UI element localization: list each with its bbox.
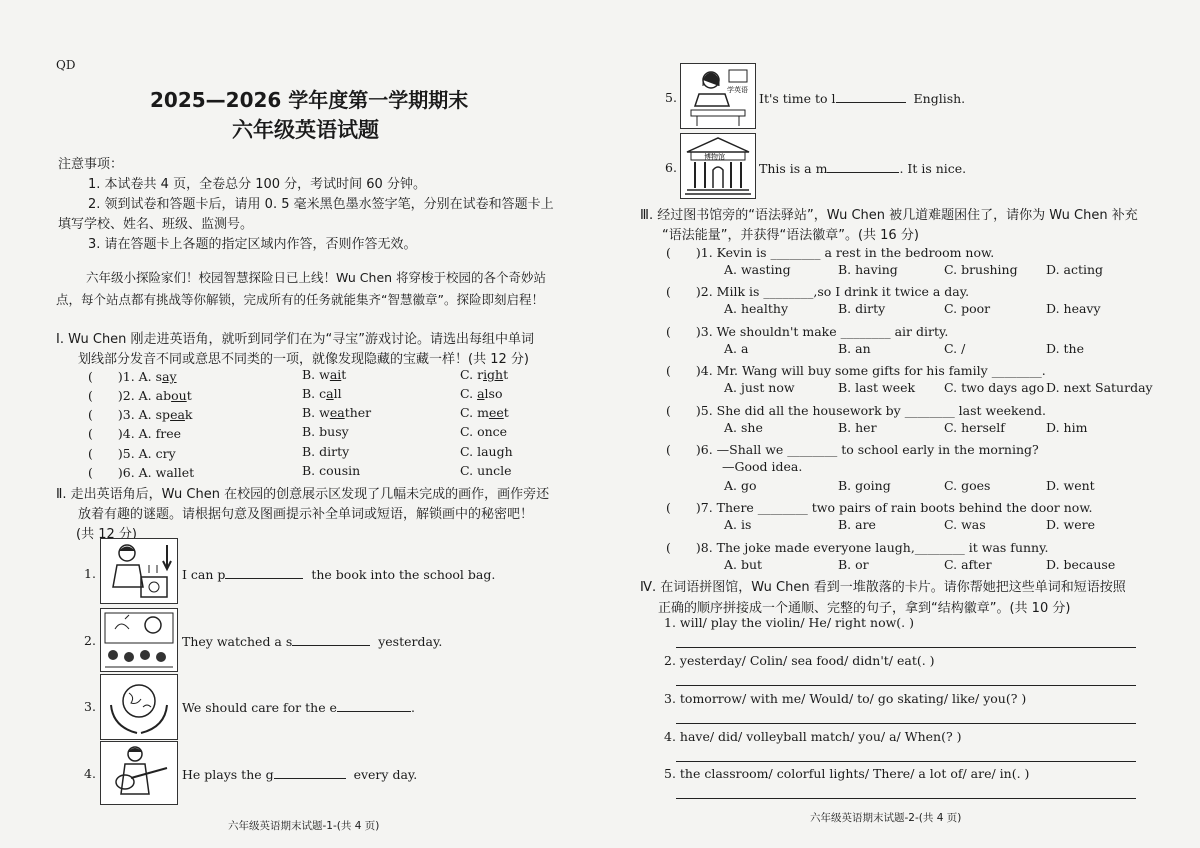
option-a: A. is — [724, 517, 752, 532]
option-d: D. next Saturday — [1046, 380, 1153, 395]
question-row: ( )5. A. cry — [88, 446, 176, 461]
picture-number: 2. — [84, 633, 96, 648]
option-b: B. an — [838, 341, 871, 356]
reorder-question: 2. yesterday/ Colin/ sea food/ didn't/ eat(. ) — [664, 653, 935, 668]
option-d: D. went — [1046, 478, 1095, 493]
page-footer: 六年级英语期末试题-1-(共 4 页) — [228, 820, 380, 832]
option-c: C. right — [460, 367, 509, 382]
option-d: D. the — [1046, 341, 1084, 356]
option-b: B. are — [838, 517, 876, 532]
option-b: B. dirty — [302, 444, 350, 459]
note-line: 1. 本试卷共 4 页，全卷总分 100 分，考试时间 60 分钟。 — [88, 177, 426, 192]
grammar-question: ( )3. We shouldn't make ________ air dirty. — [666, 324, 949, 339]
reorder-question: 1. will/ play the violin/ He/ right now(. ) — [664, 615, 915, 630]
section-1-heading: Ⅰ. Wu Chen 刚走进英语角，就听到同学们在为“寻宝”游戏讨论。请选出每组中单词 — [56, 332, 535, 347]
note-line: 2. 领到试卷和答题卡后，请用 0. 5 毫米黑色墨水签字笔，分别在试卷和答题卡上 — [88, 197, 554, 212]
answer-line[interactable] — [676, 761, 1136, 762]
option-d: D. him — [1046, 420, 1088, 435]
picture-number: 4. — [84, 766, 96, 781]
section-3-heading: Ⅲ. 经过图书馆旁的“语法驿站”，Wu Chen 被几道难题困住了，请你为 Wu Chen 补充 — [640, 208, 1138, 223]
option-b: B. or — [838, 557, 869, 572]
reorder-question: 3. tomorrow/ with me/ Would/ to/ go skating/ like/ you(? ) — [664, 691, 1027, 706]
page-footer: 六年级英语期末试题-2-(共 4 页) — [810, 812, 962, 824]
option-c: C. after — [944, 557, 992, 572]
option-b: B. call — [302, 386, 342, 401]
answer-line[interactable] — [676, 685, 1136, 686]
section-3-heading: “语法能量”，并获得“语法徽章”。(共 16 分) — [662, 228, 919, 243]
option-a: A. but — [724, 557, 763, 572]
option-b: B. weather — [302, 405, 372, 420]
option-c: C. also — [460, 386, 503, 401]
option-c: C. brushing — [944, 262, 1018, 277]
option-b: B. going — [838, 478, 891, 493]
option-b: B. her — [838, 420, 877, 435]
option-d: D. heavy — [1046, 301, 1101, 316]
note-line: 填写学校、姓名、班级、监测号。 — [58, 217, 254, 232]
show-audience-picture — [100, 608, 178, 672]
section-4-heading: Ⅳ. 在词语拼图馆，Wu Chen 看到一堆散落的卡片。请你帮她把这些单词和短语按照 — [640, 580, 1126, 595]
option-a: A. healthy — [724, 301, 789, 316]
grammar-question: ( )1. Kevin is ________ a rest in the bedroom now. — [666, 245, 995, 260]
section-2-heading: Ⅱ. 走出英语角后，Wu Chen 在校园的创意展示区发现了几幅未完成的画作，画作旁还 — [56, 487, 550, 502]
notes-heading: 注意事项： — [58, 157, 124, 172]
grammar-question: ( )7. There ________ two pairs of rain boots behind the door now. — [666, 500, 1093, 515]
fill-question: They watched a s yesterday. — [182, 634, 443, 649]
grammar-question: ( )5. She did all the housework by ________ last weekend. — [666, 403, 1047, 418]
note-line: 3. 请在答题卡上各题的指定区域内作答，否则作答无效。 — [88, 237, 417, 252]
picture-number: 1. — [84, 566, 96, 581]
question-row: ( )6. A. wallet — [88, 465, 195, 480]
question-row: ( )1. A. say — [88, 369, 177, 384]
museum-picture — [680, 133, 756, 199]
option-c: C. once — [460, 424, 508, 439]
question-row: ( )2. A. about — [88, 388, 192, 403]
grammar-question: ( )6. —Shall we ________ to school early in the morning? — [666, 442, 1039, 457]
sign-text: 学英语 — [727, 86, 748, 94]
option-c: C. uncle — [460, 463, 512, 478]
option-a: A. she — [724, 420, 763, 435]
option-d: D. because — [1046, 557, 1116, 572]
earth-hands-picture — [100, 674, 178, 740]
grammar-question: ( )4. Mr. Wang will buy some gifts for his family ________. — [666, 363, 1046, 378]
learning-english-picture — [680, 63, 756, 129]
fill-question: It's time to l English. — [759, 91, 966, 106]
exam-subtitle: 六年级英语试题 — [232, 118, 379, 142]
question-row: ( )4. A. free — [88, 426, 182, 441]
option-c: C. was — [944, 517, 986, 532]
intro-line: 点，每个站点都有挑战等你解锁，完成所有的任务就能集齐“智慧徽章”。探险即刻启程！ — [56, 292, 544, 307]
option-d: D. were — [1046, 517, 1095, 532]
answer-line[interactable] — [676, 798, 1136, 799]
section-1-heading: 划线部分发音不同或意思不同类的一项，就像发现隐藏的宝藏一样！(共 12 分) — [78, 352, 529, 367]
option-a: A. go — [724, 478, 757, 493]
option-c: C. meet — [460, 405, 509, 420]
option-b: B. last week — [838, 380, 916, 395]
option-a: A. just now — [724, 380, 795, 395]
answer-line[interactable] — [676, 723, 1136, 724]
intro-line: 六年级小探险家们！校园智慧探险日已上线！Wu Chen 将穿梭于校园的各个奇妙站 — [86, 270, 547, 285]
option-c: C. laugh — [460, 444, 513, 459]
option-b: B. busy — [302, 424, 349, 439]
section-2-heading: (共 12 分) — [76, 527, 137, 542]
option-b: B. cousin — [302, 463, 361, 478]
grammar-question: ( )8. The joke made everyone laugh,________ it was funny. — [666, 540, 1049, 555]
reorder-question: 5. the classroom/ colorful lights/ There/ a lot of/ are/ in(. ) — [664, 766, 1030, 781]
fill-question: I can p the book into the school bag. — [182, 567, 496, 582]
option-c: C. goes — [944, 478, 991, 493]
picture-number: 6. — [665, 160, 677, 175]
option-b: B. wait — [302, 367, 347, 382]
section-4-heading: 正确的顺序拼接成一个通顺、完整的句子，拿到“结构徽章”。(共 10 分) — [658, 601, 1071, 616]
grammar-question: ( )2. Milk is ________,so I drink it twice a day. — [666, 284, 970, 299]
answer-line[interactable] — [676, 647, 1136, 648]
option-c: C. / — [944, 341, 966, 356]
option-d: D. acting — [1046, 262, 1104, 277]
fill-question: He plays the g every day. — [182, 767, 418, 782]
option-c: C. herself — [944, 420, 1005, 435]
page-2 — [600, 0, 1200, 848]
fill-question: This is a m . It is nice. — [759, 161, 967, 176]
exam-title: 2025—2026 学年度第一学期期末 — [150, 88, 469, 112]
grammar-answer-line: —Good idea. — [722, 459, 803, 474]
reorder-question: 4. have/ did/ volleyball match/ you/ a/ When(? ) — [664, 729, 962, 744]
guitar-player-picture — [100, 741, 178, 805]
fill-question: We should care for the e . — [182, 700, 415, 715]
paper-code: QD — [56, 58, 76, 72]
option-a: A. a — [724, 341, 749, 356]
sign-text: 博物馆 — [704, 153, 725, 161]
question-row: ( )3. A. speak — [88, 407, 193, 422]
option-c: C. two days ago — [944, 380, 1045, 395]
option-b: B. dirty — [838, 301, 886, 316]
option-b: B. having — [838, 262, 898, 277]
option-c: C. poor — [944, 301, 991, 316]
packing-bag-picture — [100, 538, 178, 604]
picture-number: 3. — [84, 699, 96, 714]
section-2-heading: 放着有趣的谜题。请根据句意及图画提示补全单词或短语，解锁画中的秘密吧！ — [78, 507, 534, 522]
picture-number: 5. — [665, 90, 677, 105]
option-a: A. wasting — [724, 262, 791, 277]
